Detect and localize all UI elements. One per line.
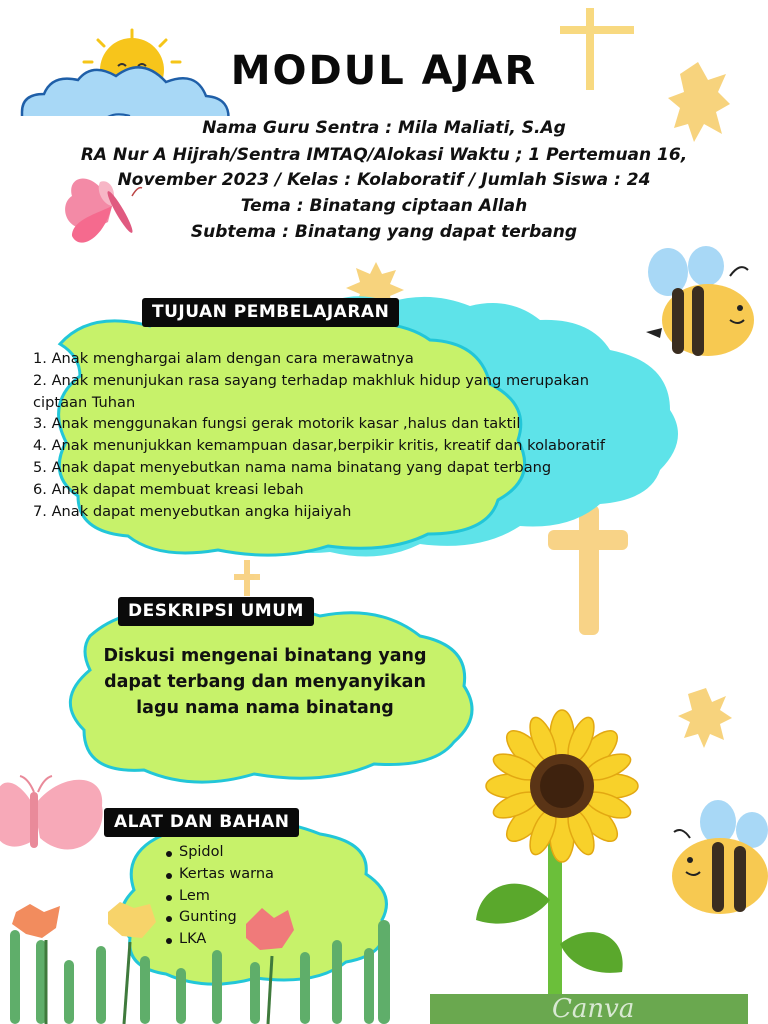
tool-item: Gunting — [166, 907, 274, 929]
bee-illustration-bottom — [672, 800, 768, 914]
theme-line: Tema : Binatang ciptaan Allah — [240, 196, 528, 216]
pink-butterfly-left — [0, 776, 103, 849]
objective-item: 3. Anak menggunakan fungsi gerak motorik kasar ,halus dan taktil — [33, 415, 521, 433]
sparkle-right-low — [678, 688, 732, 748]
tool-item: LKA — [166, 929, 274, 951]
description-heading: DESKRIPSI UMUM — [118, 597, 314, 626]
description-line: lagu nama nama binatang — [136, 698, 394, 718]
page-title: MODUL AJAR — [230, 48, 538, 94]
canva-watermark: Canva — [552, 994, 635, 1024]
tool-item: Lem — [166, 886, 274, 908]
tools-heading: ALAT DAN BAHAN — [104, 808, 299, 837]
bee-illustration-top — [646, 246, 754, 356]
objective-item: 4. Anak menunjukkan kemampuan dasar,berpikir kritis, kreatif dan kolaboratif — [33, 437, 606, 455]
sparkle-right-cross — [548, 505, 628, 635]
tools-list — [166, 842, 274, 951]
objective-item: 6. Anak dapat membuat kreasi lebah — [33, 480, 304, 498]
objective-item: 2. Anak menunjukan rasa sayang terhadap makhluk hidup yang merupakan — [33, 371, 589, 389]
sparkle-small-left — [234, 560, 260, 596]
class-info-line: November 2023 / Kelas : Kolaboratif / Jumlah Siswa : 24 — [117, 170, 651, 190]
objective-item: 7. Anak dapat menyebutkan angka hijaiyah — [33, 502, 352, 520]
sunflower-illustration — [476, 710, 638, 1010]
objective-item: 5. Anak dapat menyebutkan nama nama binatang yang dapat terbang — [33, 458, 552, 476]
tool-item: Kertas warna — [166, 864, 274, 886]
subtheme-line: Subtema : Binatang yang dapat terbang — [190, 222, 578, 242]
description-line: Diskusi mengenai binatang yang — [103, 646, 427, 666]
school-info-line: RA Nur A Hijrah/Sentra IMTAQ/Alokasi Waktu ; 1 Pertemuan 16, — [80, 145, 688, 165]
teacher-name-line: Nama Guru Sentra : Mila Maliati, S.Ag — [202, 118, 566, 138]
description-text — [40, 643, 490, 721]
tool-item: Spidol — [166, 842, 274, 864]
objective-item: 1. Anak menghargai alam dengan cara merawatnya — [33, 350, 414, 367]
objectives-heading: TUJUAN PEMBELAJARAN — [142, 298, 399, 327]
description-line: dapat terbang dan menyanyikan — [104, 672, 426, 692]
objectives-list — [33, 348, 605, 522]
objective-item: ciptaan Tuhan — [33, 393, 136, 411]
